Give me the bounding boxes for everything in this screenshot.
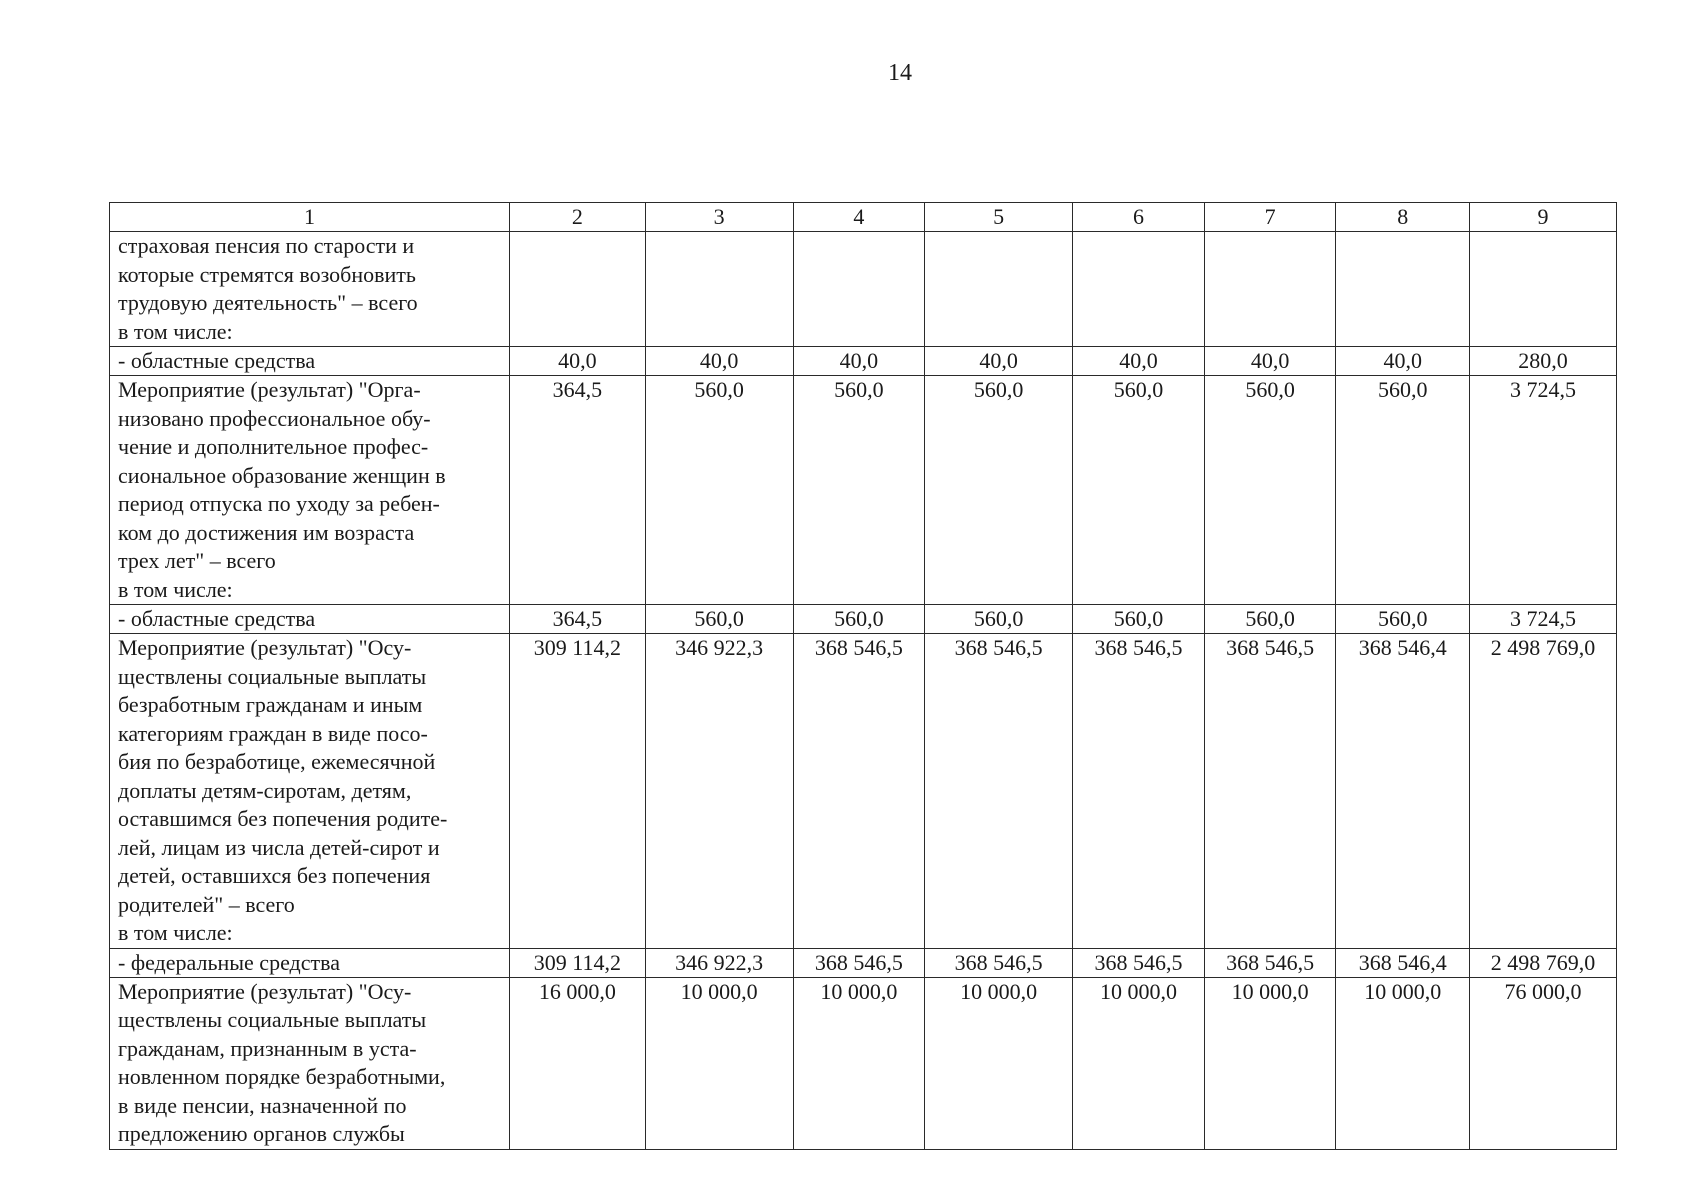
cell-value: 2 498 769,0 — [1470, 634, 1617, 949]
cell-value: 2 498 769,0 — [1470, 948, 1617, 977]
cell-value: 368 546,5 — [1073, 634, 1205, 949]
cell-value: 368 546,5 — [793, 948, 925, 977]
row-label: Мероприятие (результат) "Осу- ществлены социальные выплаты безработным гражданам и иным категориям граждан в виде посо- бия по безработице, ежемесячной доплаты детям-сиротам, детям, оставшимся без попечения родите- лей, лицам из числа детей-сирот и детей, оставшихся без попечения родителей" – всего в том числе: — [110, 634, 510, 949]
cell-value: 10 000,0 — [1336, 977, 1470, 1149]
cell-value: 368 546,5 — [1204, 634, 1336, 949]
cell-value: 3 724,5 — [1470, 605, 1617, 634]
cell-value: 40,0 — [1336, 347, 1470, 376]
row-label: Мероприятие (результат) "Осу- ществлены социальные выплаты гражданам, признанным в уста- новленном порядке безработными, в виде пенсии, назначенной по предложению органов службы — [110, 977, 510, 1149]
cell-value: 10 000,0 — [645, 977, 793, 1149]
cell-value: 560,0 — [1204, 376, 1336, 605]
row-label: - областные средства — [110, 347, 510, 376]
table-row — [110, 347, 1617, 376]
row-label: страховая пенсия по старости и которые стремятся возобновить трудовую деятельность" – всего в том числе: — [110, 232, 510, 347]
cell-value: 368 546,5 — [1204, 948, 1336, 977]
cell-value: 368 546,5 — [925, 634, 1073, 949]
row-label: - федеральные средства — [110, 948, 510, 977]
column-header: 4 — [793, 203, 925, 232]
cell-value: 560,0 — [645, 376, 793, 605]
column-number-row — [110, 203, 1617, 232]
cell-value — [510, 232, 646, 347]
table-row — [110, 948, 1617, 977]
cell-value: 16 000,0 — [510, 977, 646, 1149]
cell-value: 560,0 — [793, 605, 925, 634]
cell-value: 560,0 — [1073, 376, 1205, 605]
cell-value — [1073, 232, 1205, 347]
cell-value: 10 000,0 — [793, 977, 925, 1149]
cell-value — [1204, 232, 1336, 347]
cell-value: 560,0 — [1073, 605, 1205, 634]
cell-value: 10 000,0 — [925, 977, 1073, 1149]
cell-value: 76 000,0 — [1470, 977, 1617, 1149]
cell-value — [645, 232, 793, 347]
row-label: Мероприятие (результат) "Орга- низовано профессиональное обу- чение и дополнительное профес- сиональное образование женщин в период отпуска по уходу за ребен- ком до достижения им возраста трех лет" – всего в том числе: — [110, 376, 510, 605]
column-header: 6 — [1073, 203, 1205, 232]
column-header: 3 — [645, 203, 793, 232]
column-header: 7 — [1204, 203, 1336, 232]
budget-table — [109, 202, 1617, 1150]
table-row — [110, 376, 1617, 605]
cell-value: 40,0 — [645, 347, 793, 376]
table-row — [110, 634, 1617, 949]
table-row — [110, 605, 1617, 634]
cell-value: 560,0 — [1336, 605, 1470, 634]
cell-value: 560,0 — [793, 376, 925, 605]
cell-value: 368 546,5 — [793, 634, 925, 949]
table-row — [110, 977, 1617, 1149]
cell-value: 40,0 — [1204, 347, 1336, 376]
cell-value: 560,0 — [925, 605, 1073, 634]
cell-value: 40,0 — [1073, 347, 1205, 376]
cell-value: 3 724,5 — [1470, 376, 1617, 605]
cell-value: 346 922,3 — [645, 634, 793, 949]
column-header: 9 — [1470, 203, 1617, 232]
cell-value: 40,0 — [510, 347, 646, 376]
column-header: 2 — [510, 203, 646, 232]
cell-value — [1470, 232, 1617, 347]
cell-value: 346 922,3 — [645, 948, 793, 977]
cell-value: 40,0 — [793, 347, 925, 376]
row-label: - областные средства — [110, 605, 510, 634]
cell-value: 10 000,0 — [1073, 977, 1205, 1149]
column-header: 8 — [1336, 203, 1470, 232]
cell-value: 280,0 — [1470, 347, 1617, 376]
page-number: 14 — [888, 60, 912, 86]
cell-value: 560,0 — [925, 376, 1073, 605]
cell-value: 368 546,5 — [925, 948, 1073, 977]
column-header: 5 — [925, 203, 1073, 232]
cell-value: 560,0 — [1204, 605, 1336, 634]
cell-value: 40,0 — [925, 347, 1073, 376]
cell-value: 368 546,5 — [1073, 948, 1205, 977]
cell-value: 10 000,0 — [1204, 977, 1336, 1149]
cell-value: 364,5 — [510, 376, 646, 605]
cell-value: 560,0 — [645, 605, 793, 634]
cell-value: 368 546,4 — [1336, 948, 1470, 977]
table-row — [110, 232, 1617, 347]
column-header: 1 — [110, 203, 510, 232]
cell-value — [925, 232, 1073, 347]
cell-value — [1336, 232, 1470, 347]
cell-value — [793, 232, 925, 347]
cell-value: 309 114,2 — [510, 948, 646, 977]
cell-value: 309 114,2 — [510, 634, 646, 949]
cell-value: 364,5 — [510, 605, 646, 634]
cell-value: 560,0 — [1336, 376, 1470, 605]
cell-value: 368 546,4 — [1336, 634, 1470, 949]
